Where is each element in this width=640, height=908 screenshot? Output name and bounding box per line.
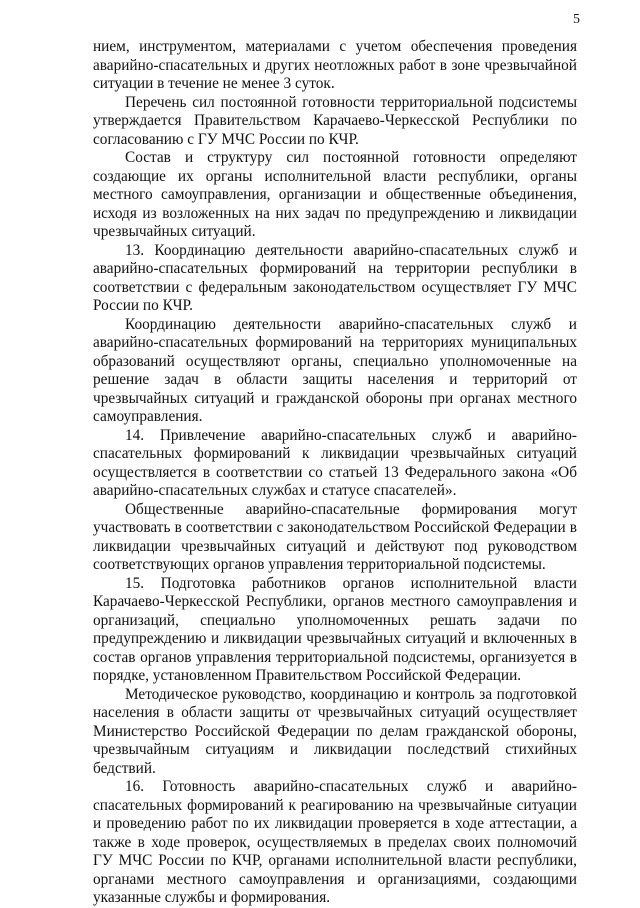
paragraph-15-training: 15. Подготовка работников органов исполнительной власти Карачаево-Черкесской Республики, органов местного самоуправления и организаций, специально уполномоченных решать задачи по предупреждению и ликвидации чрезвычайных ситуаций и включенных в состав органов управления территориальной подсистемы, организуется в порядке, установленном Правительством Российской Федерации. [93,574,577,684]
paragraph-13-coordination: 13. Координацию деятельности аварийно-спасательных служб и аварийно-спасательных формирований на территории республики в соответствии с федеральным законодательством осуществляет ГУ МЧС России по КЧР. [93,241,577,314]
paragraph-public-formations: Общественные аварийно-спасательные формирования могут участвовать в соответствии с законодательством Российской Федерации в ликвидации чрезвычайных ситуаций и действуют под руководством соответствующих органов управления территориальной подсистемы. [93,500,577,573]
document-body [93,38,577,908]
paragraph-municipal-coordination: Координацию деятельности аварийно-спасательных служб и аварийно-спасательных формирований на территориях муниципальных образований осуществляют органы, специально уполномоченные на решение задач в области защиты населения и территорий от чрезвычайных ситуаций и гражданской обороны при органах местного самоуправления. [93,315,577,425]
page-number: 5 [573,12,580,27]
paragraph-16-readiness: 16. Готовность аварийно-спасательных служб и аварийно-спасательных формирований к реагированию на чрезвычайные ситуации и проведению работ по их ликвидации проверяется в ходе аттестации, а также в ходе проверок, осуществляемых в пределах своих полномочий ГУ МЧС России по КЧР, органами исполнительной власти республики, органами местного самоуправления и организациями, создающими указанные службы и формирования. [93,778,577,906]
paragraph-methodical-guidance: Методическое руководство, координацию и контроль за подготовкой населения в области защиты от чрезвычайных ситуаций осуществляет Министерство Российской Федерации по делам гражданской обороны, чрезвычайным ситуациям и ликвидации последствий стихийных бедствий. [93,685,577,777]
paragraph-continuation: нием, инструментом, материалами с учетом обеспечения проведения аварийно-спасательных и других неотложных работ в зоне чрезвычайной ситуации в течение не менее 3 суток. [93,38,577,92]
paragraph-composition: Состав и структуру сил постоянной готовности определяют создающие их органы исполнительной власти республики, органы местного самоуправления, организации и общественные объединения, исходя из возложенных на них задач по предупреждению и ликвидации чрезвычайных ситуаций. [93,149,577,240]
paragraph-list-approval: Перечень сил постоянной готовности территориальной подсистемы утверждается Правительством Карачаево-Черкесской Республики по согласованию с ГУ МЧС России по КЧР. [93,93,577,148]
paragraph-14-involvement: 14. Привлечение аварийно-спасательных служб и аварийно-спасательных формирований к ликвидации чрезвычайных ситуаций осуществляется в соответствии со статьей 13 Федерального закона «Об аварийно-спасательных службах и статусе спасателей». [93,426,577,499]
